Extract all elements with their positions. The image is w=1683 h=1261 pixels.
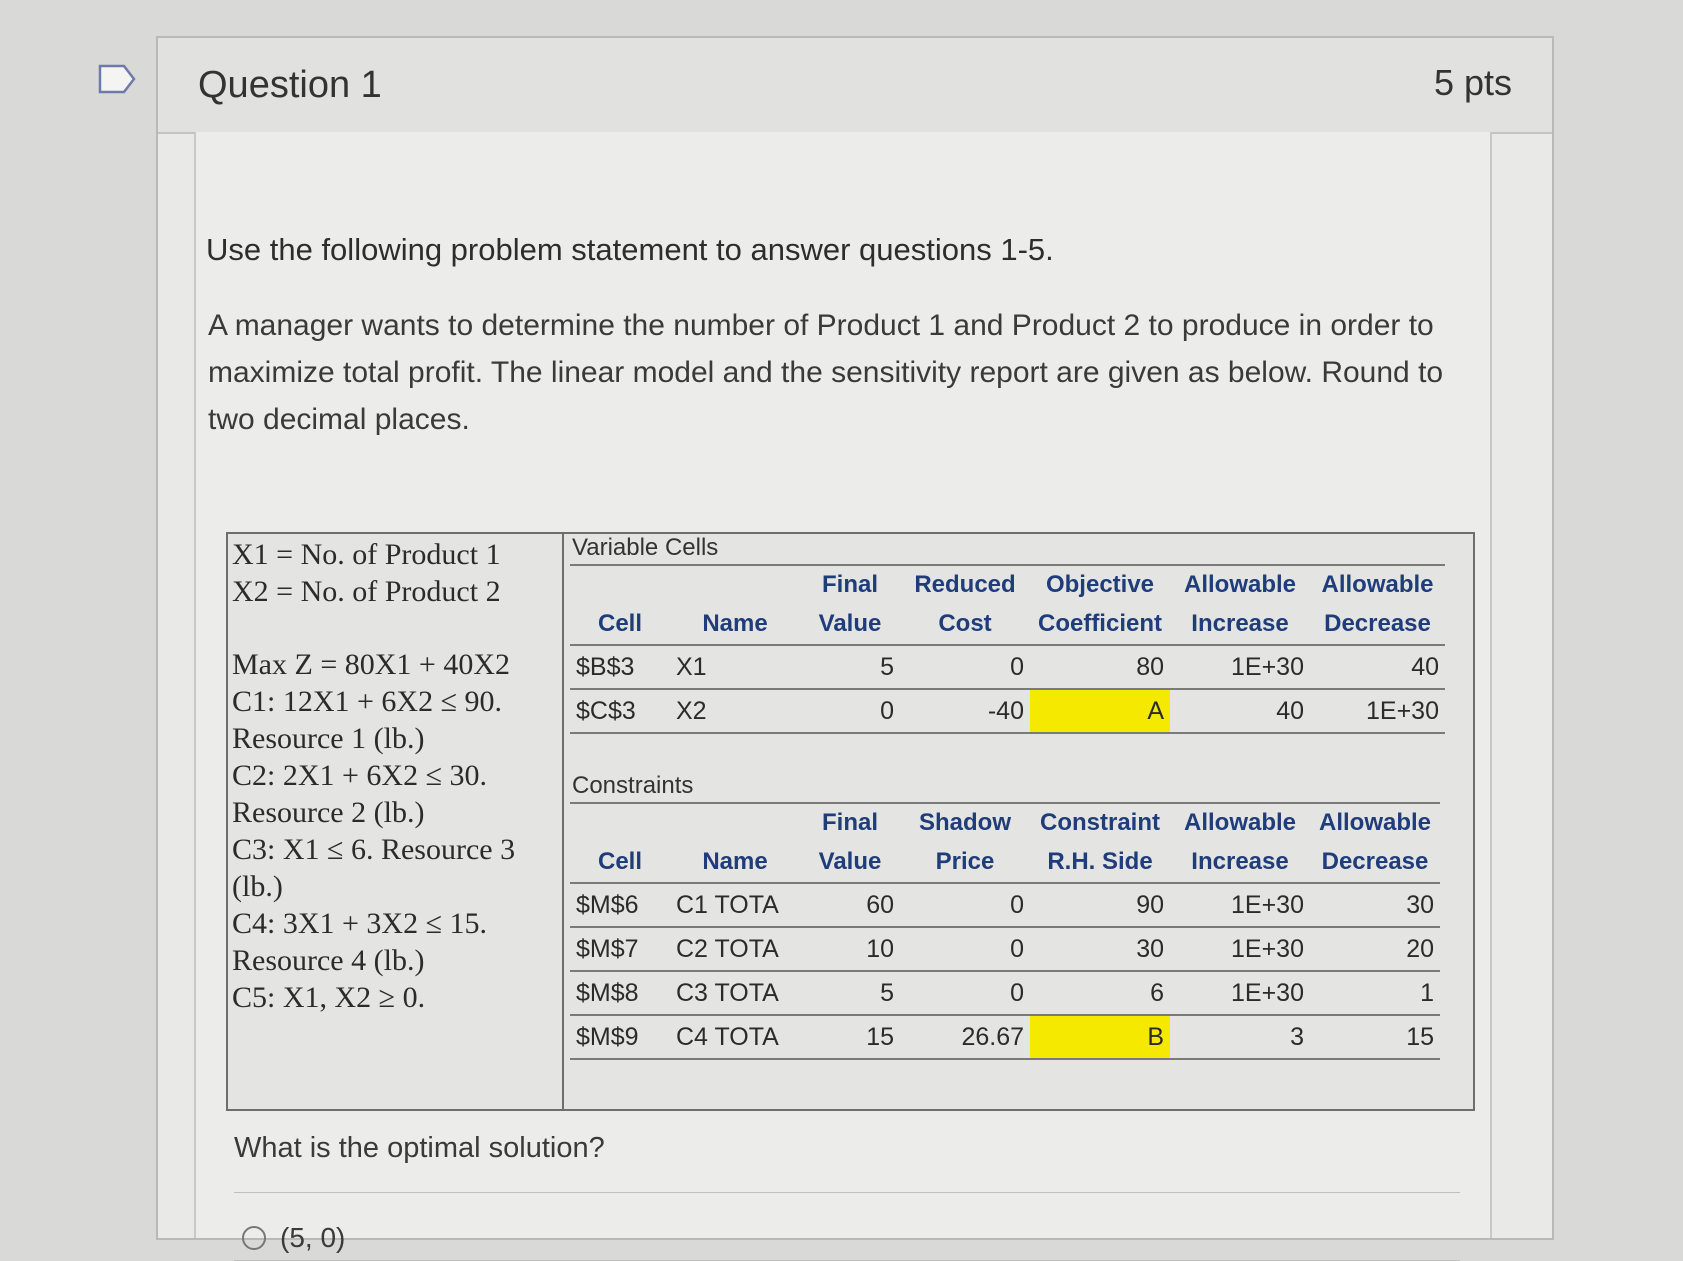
radio-button[interactable] bbox=[242, 1226, 266, 1250]
header-cell: Reduced bbox=[900, 565, 1030, 604]
model-line: Resource 4 (lb.) bbox=[232, 944, 425, 977]
objective-coefficient: 80 bbox=[1030, 645, 1170, 689]
allowable-decrease: 30 bbox=[1310, 883, 1440, 927]
question-body bbox=[194, 132, 1492, 1253]
shadow-price: 0 bbox=[900, 883, 1030, 927]
answer-option-label: (5, 0) bbox=[280, 1222, 346, 1253]
cell-ref: $B$3 bbox=[570, 645, 670, 689]
model-line: X1 = No. of Product 1 bbox=[232, 538, 501, 571]
allowable-increase: 1E+30 bbox=[1170, 883, 1310, 927]
variable-cells-title: Variable Cells bbox=[572, 534, 719, 561]
header-cell: Coefficient bbox=[1030, 604, 1170, 645]
cell-name: C1 TOTA bbox=[670, 883, 800, 927]
table-row bbox=[570, 1015, 1440, 1059]
final-value: 15 bbox=[800, 1015, 900, 1059]
final-value: 0 bbox=[800, 689, 900, 733]
header-cell: Cost bbox=[900, 604, 1030, 645]
allowable-increase: 1E+30 bbox=[1170, 927, 1310, 971]
model-line: (lb.) bbox=[232, 870, 283, 903]
allowable-decrease: 15 bbox=[1310, 1015, 1440, 1059]
model-line: X2 = No. of Product 2 bbox=[232, 575, 501, 608]
cell-name: C4 TOTA bbox=[670, 1015, 800, 1059]
header-cell: Allowable bbox=[1170, 803, 1310, 842]
header-cell: Name bbox=[670, 842, 800, 883]
header-cell bbox=[570, 565, 670, 604]
highlighted-blank-a: A bbox=[1030, 689, 1170, 733]
header-cell: Constraint bbox=[1030, 803, 1170, 842]
table-row bbox=[570, 927, 1440, 971]
model-figure bbox=[226, 532, 1475, 1111]
bookmark-flag-icon[interactable] bbox=[98, 64, 136, 94]
header-cell: Allowable bbox=[1310, 565, 1445, 604]
table-row bbox=[570, 645, 1445, 689]
header-cell: Final bbox=[800, 565, 900, 604]
header-cell bbox=[670, 565, 800, 604]
question-header bbox=[158, 38, 1552, 134]
constraint-rhs: 90 bbox=[1030, 883, 1170, 927]
cell-name: C2 TOTA bbox=[670, 927, 800, 971]
header-cell: Name bbox=[670, 604, 800, 645]
allowable-increase: 3 bbox=[1170, 1015, 1310, 1059]
allowable-decrease: 1 bbox=[1310, 971, 1440, 1015]
allowable-decrease: 40 bbox=[1310, 645, 1445, 689]
allowable-decrease: 20 bbox=[1310, 927, 1440, 971]
model-line: C3: X1 ≤ 6. Resource 3 bbox=[232, 833, 516, 866]
header-cell: Price bbox=[900, 842, 1030, 883]
reduced-cost: 0 bbox=[900, 645, 1030, 689]
header-cell: Decrease bbox=[1310, 604, 1445, 645]
intro-text: Use the following problem statement to answer questions 1-5. bbox=[206, 232, 1054, 267]
allowable-increase: 1E+30 bbox=[1170, 971, 1310, 1015]
sensitivity-report bbox=[566, 534, 1473, 1109]
cell-ref: $M$7 bbox=[570, 927, 670, 971]
constraint-rhs: 6 bbox=[1030, 971, 1170, 1015]
model-line: C4: 3X1 + 3X2 ≤ 15. bbox=[232, 907, 488, 940]
header-cell bbox=[670, 803, 800, 842]
header-cell: Increase bbox=[1170, 604, 1310, 645]
cell-name: X1 bbox=[670, 645, 800, 689]
header-cell: Cell bbox=[570, 842, 670, 883]
constraints-table bbox=[570, 802, 1440, 1060]
allowable-increase: 40 bbox=[1170, 689, 1310, 733]
problem-statement: A manager wants to determine the number of Product 1 and Product 2 to produce in order to maximize total profit. The linear model and the sensitivity report are given as below. Round to two decimal places. bbox=[208, 309, 1444, 436]
constraints-title: Constraints bbox=[572, 772, 694, 799]
reduced-cost: -40 bbox=[900, 689, 1030, 733]
model-line: Resource 2 (lb.) bbox=[232, 796, 425, 829]
question-points: 5 pts bbox=[1433, 62, 1512, 103]
allowable-decrease: 1E+30 bbox=[1310, 689, 1445, 733]
allowable-increase: 1E+30 bbox=[1170, 645, 1310, 689]
header-cell: Final bbox=[800, 803, 900, 842]
model-line: Max Z = 80X1 + 40X2 bbox=[232, 648, 510, 681]
variable-cells-table bbox=[570, 564, 1445, 734]
cell-ref: $M$8 bbox=[570, 971, 670, 1015]
final-value: 10 bbox=[800, 927, 900, 971]
linear-model bbox=[228, 534, 564, 1109]
shadow-price: 0 bbox=[900, 927, 1030, 971]
model-line: C2: 2X1 + 6X2 ≤ 30. bbox=[232, 759, 488, 792]
header-cell: Allowable bbox=[1310, 803, 1440, 842]
answer-option[interactable] bbox=[242, 1222, 345, 1254]
cell-name: X2 bbox=[670, 689, 800, 733]
table-row bbox=[570, 883, 1440, 927]
highlighted-blank-b: B bbox=[1030, 1015, 1170, 1059]
table-row bbox=[570, 689, 1445, 733]
header-cell bbox=[570, 803, 670, 842]
cell-ref: $M$9 bbox=[570, 1015, 670, 1059]
model-spacer bbox=[232, 610, 562, 646]
header-cell: Value bbox=[800, 604, 900, 645]
header-cell: Cell bbox=[570, 604, 670, 645]
model-line: C1: 12X1 + 6X2 ≤ 90. bbox=[232, 685, 503, 718]
header-cell: R.H. Side bbox=[1030, 842, 1170, 883]
cell-ref: $C$3 bbox=[570, 689, 670, 733]
question-prompt: What is the optimal solution? bbox=[234, 1132, 605, 1164]
header-cell: Allowable bbox=[1170, 565, 1310, 604]
shadow-price: 26.67 bbox=[900, 1015, 1030, 1059]
cell-name: C3 TOTA bbox=[670, 971, 800, 1015]
cell-ref: $M$6 bbox=[570, 883, 670, 927]
header-cell: Objective bbox=[1030, 565, 1170, 604]
shadow-price: 0 bbox=[900, 971, 1030, 1015]
model-line: Resource 1 (lb.) bbox=[232, 722, 425, 755]
header-cell: Decrease bbox=[1310, 842, 1440, 883]
question-card bbox=[156, 36, 1554, 1253]
constraint-rhs: 30 bbox=[1030, 927, 1170, 971]
model-line: C5: X1, X2 ≥ 0. bbox=[232, 981, 426, 1014]
final-value: 5 bbox=[800, 645, 900, 689]
final-value: 60 bbox=[800, 883, 900, 927]
header-cell: Shadow bbox=[900, 803, 1030, 842]
table-row bbox=[570, 971, 1440, 1015]
header-cell: Value bbox=[800, 842, 900, 883]
header-cell: Increase bbox=[1170, 842, 1310, 883]
question-title: Question 1 bbox=[198, 64, 382, 106]
final-value: 5 bbox=[800, 971, 900, 1015]
divider bbox=[234, 1192, 1460, 1193]
